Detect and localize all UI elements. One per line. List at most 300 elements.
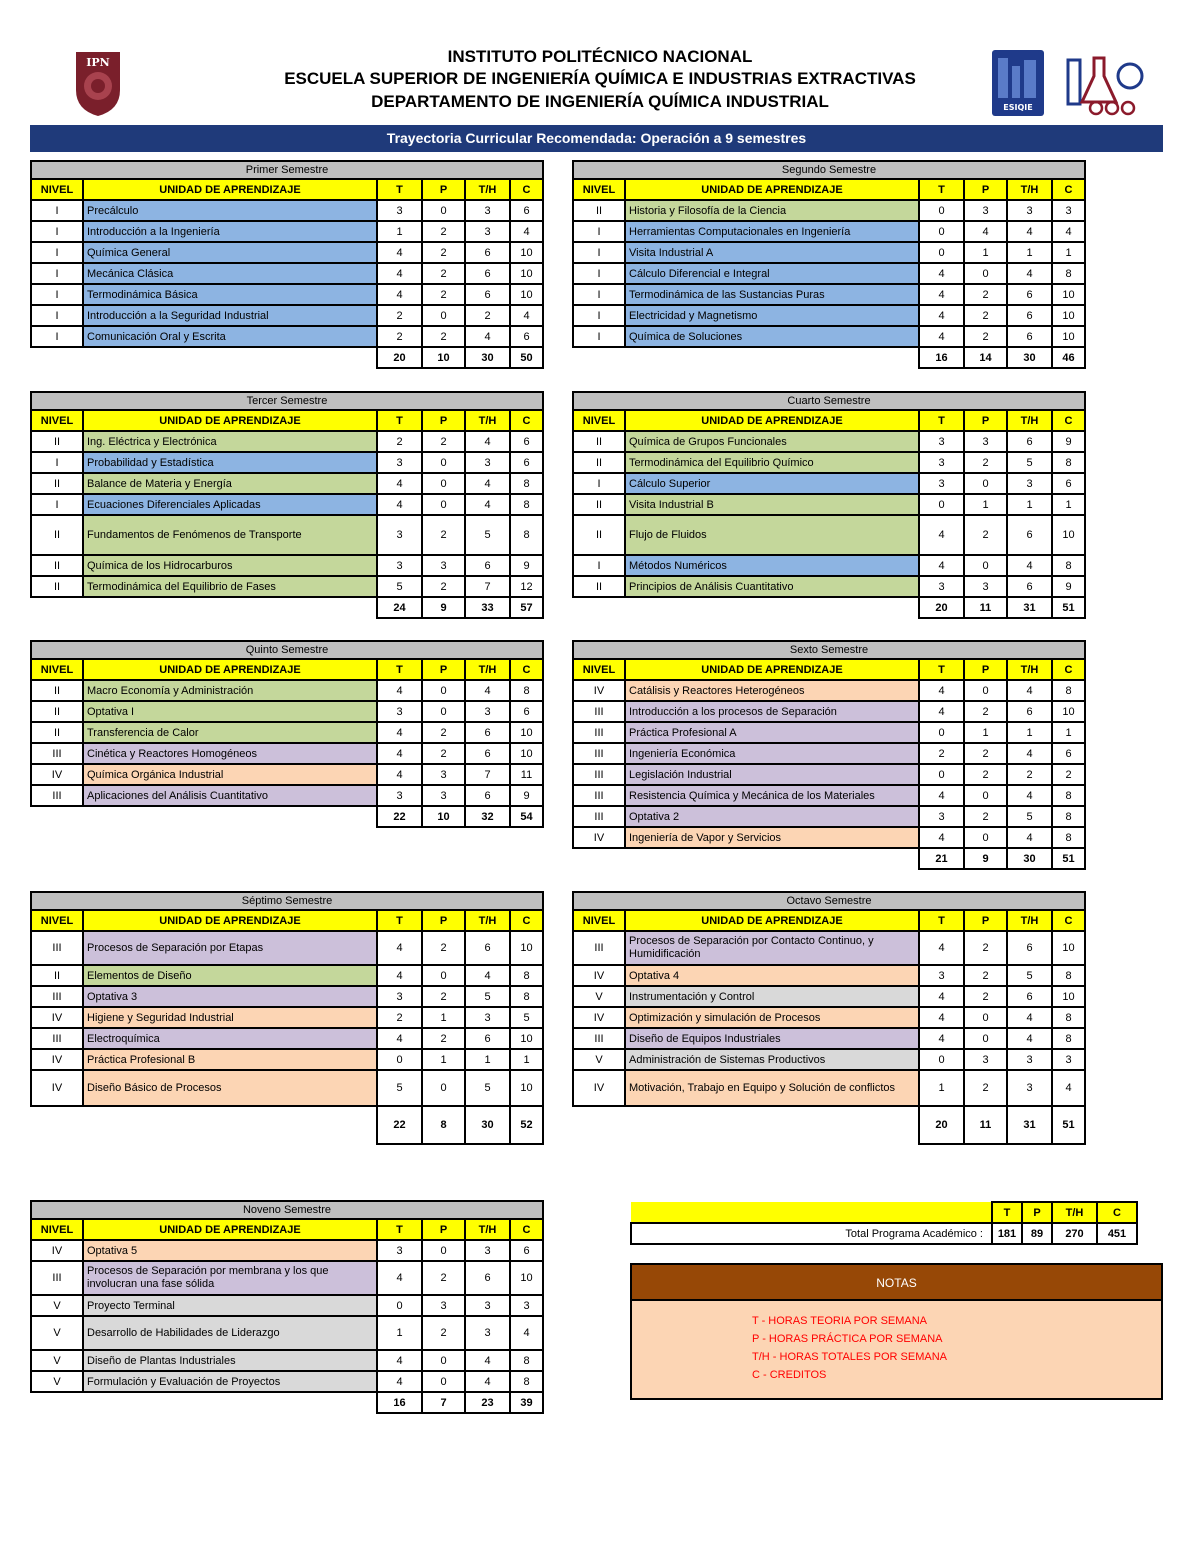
course-c: 6	[1052, 743, 1085, 764]
course-name: Práctica Profesional A	[625, 722, 919, 743]
course-level: II	[573, 431, 625, 452]
semester-title: Séptimo Semestre	[31, 892, 543, 910]
course-c: 8	[510, 1371, 543, 1392]
course-th: 4	[465, 1371, 510, 1392]
course-t: 4	[377, 764, 422, 785]
course-level: I	[573, 263, 625, 284]
course-th: 3	[465, 221, 510, 242]
semester-totals-row	[573, 1106, 1085, 1144]
course-row	[573, 1049, 1085, 1070]
course-c: 10	[1052, 931, 1085, 965]
course-c: 8	[510, 680, 543, 701]
total-c: 51	[1052, 1106, 1085, 1144]
course-p: 0	[422, 1070, 465, 1106]
course-th: 4	[1007, 743, 1052, 764]
course-t: 3	[377, 452, 422, 473]
column-header-c: C	[1052, 410, 1085, 431]
column-header-row	[31, 910, 543, 931]
column-header-row	[573, 410, 1085, 431]
course-level: IV	[31, 1070, 83, 1106]
blank-cell	[631, 1202, 992, 1223]
course-name: Precálculo	[83, 200, 377, 221]
course-t: 2	[377, 305, 422, 326]
column-header-t: T	[919, 410, 964, 431]
course-th: 6	[1007, 305, 1052, 326]
department-name: DEPARTAMENTO DE INGENIERÍA QUÍMICA INDUSTRIAL	[371, 92, 829, 111]
blank-cell	[31, 1106, 377, 1144]
course-name: Optativa I	[83, 701, 377, 722]
semester-table	[30, 1200, 544, 1414]
course-level: V	[31, 1316, 83, 1350]
course-row	[31, 1007, 543, 1028]
course-row	[31, 242, 543, 263]
course-name: Química de Grupos Funcionales	[625, 431, 919, 452]
course-p: 0	[964, 785, 1007, 806]
course-row	[31, 221, 543, 242]
course-p: 2	[422, 431, 465, 452]
course-name: Optativa 2	[625, 806, 919, 827]
course-t: 3	[377, 200, 422, 221]
course-t: 2	[919, 743, 964, 764]
course-p: 3	[422, 1295, 465, 1316]
course-th: 4	[1007, 827, 1052, 848]
course-row	[573, 986, 1085, 1007]
column-header-nivel: NIVEL	[31, 1219, 83, 1240]
column-header-unidad: UNIDAD DE APRENDIZAJE	[625, 410, 919, 431]
course-t: 4	[919, 986, 964, 1007]
course-row	[31, 931, 543, 965]
course-name: Comunicación Oral y Escrita	[83, 326, 377, 347]
column-header-unidad: UNIDAD DE APRENDIZAJE	[625, 910, 919, 931]
course-t: 4	[919, 326, 964, 347]
course-name: Instrumentación y Control	[625, 986, 919, 1007]
course-th: 4	[465, 431, 510, 452]
course-p: 2	[422, 515, 465, 555]
course-name: Principios de Análisis Cuantitativo	[625, 576, 919, 597]
course-th: 3	[1007, 200, 1052, 221]
course-name: Proyecto Terminal	[83, 1295, 377, 1316]
course-p: 1	[422, 1049, 465, 1070]
course-p: 2	[422, 986, 465, 1007]
course-row	[31, 1240, 543, 1261]
course-level: III	[573, 722, 625, 743]
course-c: 5	[510, 1007, 543, 1028]
course-p: 2	[964, 452, 1007, 473]
course-th: 1	[465, 1049, 510, 1070]
total-p: 10	[422, 806, 465, 827]
course-name: Optimización y simulación de Procesos	[625, 1007, 919, 1028]
course-p: 0	[422, 305, 465, 326]
course-level: II	[31, 965, 83, 986]
course-name: Métodos Numéricos	[625, 555, 919, 576]
course-c: 2	[1052, 764, 1085, 785]
course-name: Transferencia de Calor	[83, 722, 377, 743]
course-c: 10	[510, 263, 543, 284]
course-th: 3	[465, 452, 510, 473]
course-c: 8	[1052, 1007, 1085, 1028]
course-level: I	[31, 284, 83, 305]
course-row	[31, 1261, 543, 1295]
semester-title-row	[31, 641, 543, 659]
column-header-th: T/H	[465, 1219, 510, 1240]
course-c: 10	[510, 1070, 543, 1106]
column-header-th: T/H	[1007, 410, 1052, 431]
course-c: 6	[510, 326, 543, 347]
course-th: 5	[465, 1070, 510, 1106]
course-c: 8	[1052, 263, 1085, 284]
course-c: 10	[1052, 284, 1085, 305]
course-level: I	[31, 452, 83, 473]
program-total-header	[631, 1202, 1137, 1223]
course-name: Diseño de Plantas Industriales	[83, 1350, 377, 1371]
column-header-nivel: NIVEL	[573, 410, 625, 431]
course-p: 2	[422, 1261, 465, 1295]
course-t: 3	[377, 986, 422, 1007]
course-p: 2	[964, 305, 1007, 326]
column-header-t: T	[377, 1219, 422, 1240]
column-header-t: T	[377, 410, 422, 431]
column-header-c: C	[1097, 1202, 1137, 1223]
course-t: 4	[377, 1261, 422, 1295]
total-p: 9	[964, 848, 1007, 869]
course-th: 4	[465, 326, 510, 347]
course-c: 8	[510, 965, 543, 986]
total-p: 14	[964, 347, 1007, 368]
course-row	[573, 764, 1085, 785]
semester-title-row	[31, 892, 543, 910]
course-level: II	[31, 431, 83, 452]
course-row	[573, 1070, 1085, 1106]
course-p: 0	[422, 1350, 465, 1371]
course-row	[31, 701, 543, 722]
course-p: 2	[422, 326, 465, 347]
course-level: I	[31, 242, 83, 263]
course-level: IV	[573, 827, 625, 848]
course-t: 3	[377, 1240, 422, 1261]
course-level: II	[573, 494, 625, 515]
total-c: 52	[510, 1106, 543, 1144]
total-p: 10	[422, 347, 465, 368]
course-row	[31, 305, 543, 326]
course-t: 4	[919, 827, 964, 848]
column-header-p: P	[964, 179, 1007, 200]
course-t: 4	[919, 284, 964, 305]
column-header-p: P	[964, 659, 1007, 680]
course-th: 1	[1007, 494, 1052, 515]
course-name: Termodinámica de las Sustancias Puras	[625, 284, 919, 305]
course-level: III	[31, 931, 83, 965]
course-p: 0	[422, 1371, 465, 1392]
course-level: IV	[31, 1007, 83, 1028]
total-th: 31	[1007, 1106, 1052, 1144]
course-level: IV	[31, 764, 83, 785]
total-t: 16	[919, 347, 964, 368]
course-level: II	[573, 452, 625, 473]
column-header-th: T/H	[1007, 910, 1052, 931]
course-p: 0	[964, 263, 1007, 284]
course-t: 4	[377, 1028, 422, 1049]
course-t: 4	[377, 1350, 422, 1371]
course-t: 3	[919, 431, 964, 452]
course-th: 6	[1007, 701, 1052, 722]
course-c: 10	[1052, 986, 1085, 1007]
course-p: 0	[964, 1028, 1007, 1049]
institution-name: INSTITUTO POLITÉCNICO NACIONAL	[447, 47, 753, 66]
course-t: 4	[919, 680, 964, 701]
course-t: 3	[919, 576, 964, 597]
course-th: 3	[465, 1240, 510, 1261]
course-row	[31, 452, 543, 473]
course-name: Legislación Industrial	[625, 764, 919, 785]
semester-title-row	[573, 161, 1085, 179]
course-th: 5	[1007, 965, 1052, 986]
column-header-row	[31, 1219, 543, 1240]
column-header-t: T	[377, 910, 422, 931]
course-level: V	[31, 1295, 83, 1316]
total-c: 39	[510, 1392, 543, 1413]
course-level: II	[573, 576, 625, 597]
course-th: 4	[465, 1350, 510, 1371]
column-header-row	[31, 179, 543, 200]
column-header-row	[31, 659, 543, 680]
total-t: 22	[377, 806, 422, 827]
course-c: 10	[510, 1261, 543, 1295]
semester-title: Cuarto Semestre	[573, 392, 1085, 410]
course-t: 0	[919, 764, 964, 785]
course-level: III	[573, 1028, 625, 1049]
course-row	[573, 743, 1085, 764]
course-row	[573, 806, 1085, 827]
total-t: 20	[377, 347, 422, 368]
course-p: 2	[422, 576, 465, 597]
course-th: 2	[465, 305, 510, 326]
course-name: Mecánica Clásica	[83, 263, 377, 284]
course-row	[31, 965, 543, 986]
course-name: Termodinámica del Equilibrio Químico	[625, 452, 919, 473]
course-level: II	[31, 473, 83, 494]
course-level: IV	[573, 965, 625, 986]
esiqie-logo	[990, 46, 1046, 118]
column-header-nivel: NIVEL	[573, 659, 625, 680]
course-name: Formulación y Evaluación de Proyectos	[83, 1371, 377, 1392]
course-name: Electroquímica	[83, 1028, 377, 1049]
total-th: 33	[465, 597, 510, 618]
course-th: 6	[1007, 931, 1052, 965]
course-row	[573, 431, 1085, 452]
course-th: 4	[465, 494, 510, 515]
course-t: 4	[377, 680, 422, 701]
course-level: I	[573, 242, 625, 263]
total-c: 50	[510, 347, 543, 368]
total-th: 30	[1007, 347, 1052, 368]
chemistry-logo	[1060, 50, 1150, 116]
course-th: 6	[1007, 515, 1052, 555]
course-t: 3	[377, 515, 422, 555]
program-total-label: Total Programa Académico :	[631, 1223, 992, 1244]
course-th: 3	[465, 1295, 510, 1316]
semester-title-row	[31, 392, 543, 410]
course-c: 10	[1052, 305, 1085, 326]
course-p: 2	[422, 722, 465, 743]
course-th: 6	[1007, 326, 1052, 347]
course-name: Cálculo Diferencial e Integral	[625, 263, 919, 284]
course-row	[31, 680, 543, 701]
semester-totals-row	[573, 347, 1085, 368]
column-header-nivel: NIVEL	[573, 179, 625, 200]
course-level: III	[573, 743, 625, 764]
course-name: Procesos de Separación por membrana y los que involucran una fase sólida	[83, 1261, 377, 1295]
course-c: 10	[510, 743, 543, 764]
course-p: 0	[422, 473, 465, 494]
course-th: 4	[1007, 1007, 1052, 1028]
course-c: 10	[510, 931, 543, 965]
total-p: 11	[964, 597, 1007, 618]
course-c: 10	[1052, 515, 1085, 555]
course-t: 5	[377, 1070, 422, 1106]
course-t: 0	[919, 221, 964, 242]
column-header-p: P	[1022, 1202, 1052, 1223]
course-level: II	[31, 701, 83, 722]
course-p: 1	[964, 242, 1007, 263]
course-name: Termodinámica del Equilibrio de Fases	[83, 576, 377, 597]
course-level: I	[31, 221, 83, 242]
blank-cell	[573, 848, 919, 869]
course-t: 1	[919, 1070, 964, 1106]
program-total-c: 451	[1097, 1223, 1137, 1244]
course-t: 3	[919, 806, 964, 827]
column-header-p: P	[422, 659, 465, 680]
semester-title-row	[573, 641, 1085, 659]
semester-title: Segundo Semestre	[573, 161, 1085, 179]
course-c: 8	[1052, 680, 1085, 701]
column-header-t: T	[377, 659, 422, 680]
course-p: 1	[964, 494, 1007, 515]
course-level: II	[573, 200, 625, 221]
course-t: 3	[919, 965, 964, 986]
course-th: 6	[465, 931, 510, 965]
course-c: 4	[1052, 1070, 1085, 1106]
semester-totals-row	[573, 848, 1085, 869]
course-t: 4	[377, 965, 422, 986]
course-t: 0	[919, 722, 964, 743]
column-header-p: P	[422, 179, 465, 200]
course-th: 4	[1007, 555, 1052, 576]
course-th: 6	[465, 1261, 510, 1295]
course-p: 0	[964, 473, 1007, 494]
course-p: 0	[964, 555, 1007, 576]
column-header-th: T/H	[465, 179, 510, 200]
course-th: 6	[465, 743, 510, 764]
course-p: 3	[422, 785, 465, 806]
course-name: Aplicaciones del Análisis Cuantitativo	[83, 785, 377, 806]
course-t: 4	[377, 242, 422, 263]
course-th: 3	[465, 701, 510, 722]
course-c: 9	[1052, 431, 1085, 452]
course-row	[31, 263, 543, 284]
course-level: III	[573, 701, 625, 722]
curriculum-banner: Trayectoria Curricular Recomendada: Operación a 9 semestres	[30, 125, 1163, 152]
course-th: 4	[1007, 680, 1052, 701]
course-p: 2	[964, 1070, 1007, 1106]
course-p: 2	[964, 515, 1007, 555]
course-name: Administración de Sistemas Productivos	[625, 1049, 919, 1070]
course-th: 6	[1007, 576, 1052, 597]
esiqie-logo-text: ESIQIE	[1003, 103, 1033, 112]
course-p: 1	[422, 1007, 465, 1028]
course-th: 3	[1007, 1049, 1052, 1070]
semester-title: Primer Semestre	[31, 161, 543, 179]
course-t: 0	[919, 242, 964, 263]
course-level: III	[573, 806, 625, 827]
course-level: IV	[31, 1049, 83, 1070]
course-row	[31, 431, 543, 452]
course-row	[573, 515, 1085, 555]
column-header-row	[573, 659, 1085, 680]
course-level: III	[573, 764, 625, 785]
course-p: 3	[964, 431, 1007, 452]
course-level: II	[31, 555, 83, 576]
course-th: 5	[465, 986, 510, 1007]
course-name: Macro Economía y Administración	[83, 680, 377, 701]
course-level: II	[31, 576, 83, 597]
course-p: 2	[422, 931, 465, 965]
course-name: Balance de Materia y Energía	[83, 473, 377, 494]
total-c: 46	[1052, 347, 1085, 368]
semester-totals-row	[31, 1106, 543, 1144]
course-name: Procesos de Separación por Contacto Continuo, y Humidificación	[625, 931, 919, 965]
course-c: 6	[510, 1240, 543, 1261]
course-p: 2	[964, 743, 1007, 764]
course-c: 4	[510, 1316, 543, 1350]
column-header-th: T/H	[1007, 179, 1052, 200]
course-p: 2	[422, 221, 465, 242]
ipn-logo-text: IPN	[86, 56, 110, 69]
course-name: Elementos de Diseño	[83, 965, 377, 986]
column-header-nivel: NIVEL	[31, 659, 83, 680]
course-p: 2	[422, 1316, 465, 1350]
course-t: 0	[919, 1049, 964, 1070]
blank-cell	[31, 1392, 377, 1413]
course-t: 4	[377, 494, 422, 515]
course-c: 10	[1052, 326, 1085, 347]
course-p: 0	[422, 452, 465, 473]
course-row	[573, 1028, 1085, 1049]
course-name: Visita Industrial A	[625, 242, 919, 263]
course-name: Desarrollo de Habilidades de Liderazgo	[83, 1316, 377, 1350]
course-row	[573, 242, 1085, 263]
course-level: I	[31, 305, 83, 326]
semester-title: Quinto Semestre	[31, 641, 543, 659]
program-total-row	[631, 1223, 1137, 1244]
semester-title: Tercer Semestre	[31, 392, 543, 410]
course-p: 2	[422, 263, 465, 284]
course-level: II	[573, 515, 625, 555]
course-p: 0	[964, 827, 1007, 848]
course-c: 3	[510, 1295, 543, 1316]
course-p: 2	[422, 1028, 465, 1049]
column-header-c: C	[510, 410, 543, 431]
column-header-unidad: UNIDAD DE APRENDIZAJE	[83, 179, 377, 200]
course-th: 6	[465, 555, 510, 576]
course-level: III	[573, 931, 625, 965]
semester-title-row	[31, 161, 543, 179]
course-th: 4	[465, 680, 510, 701]
course-level: I	[573, 305, 625, 326]
course-c: 8	[1052, 452, 1085, 473]
course-row	[31, 555, 543, 576]
course-level: V	[31, 1371, 83, 1392]
course-p: 3	[964, 1049, 1007, 1070]
